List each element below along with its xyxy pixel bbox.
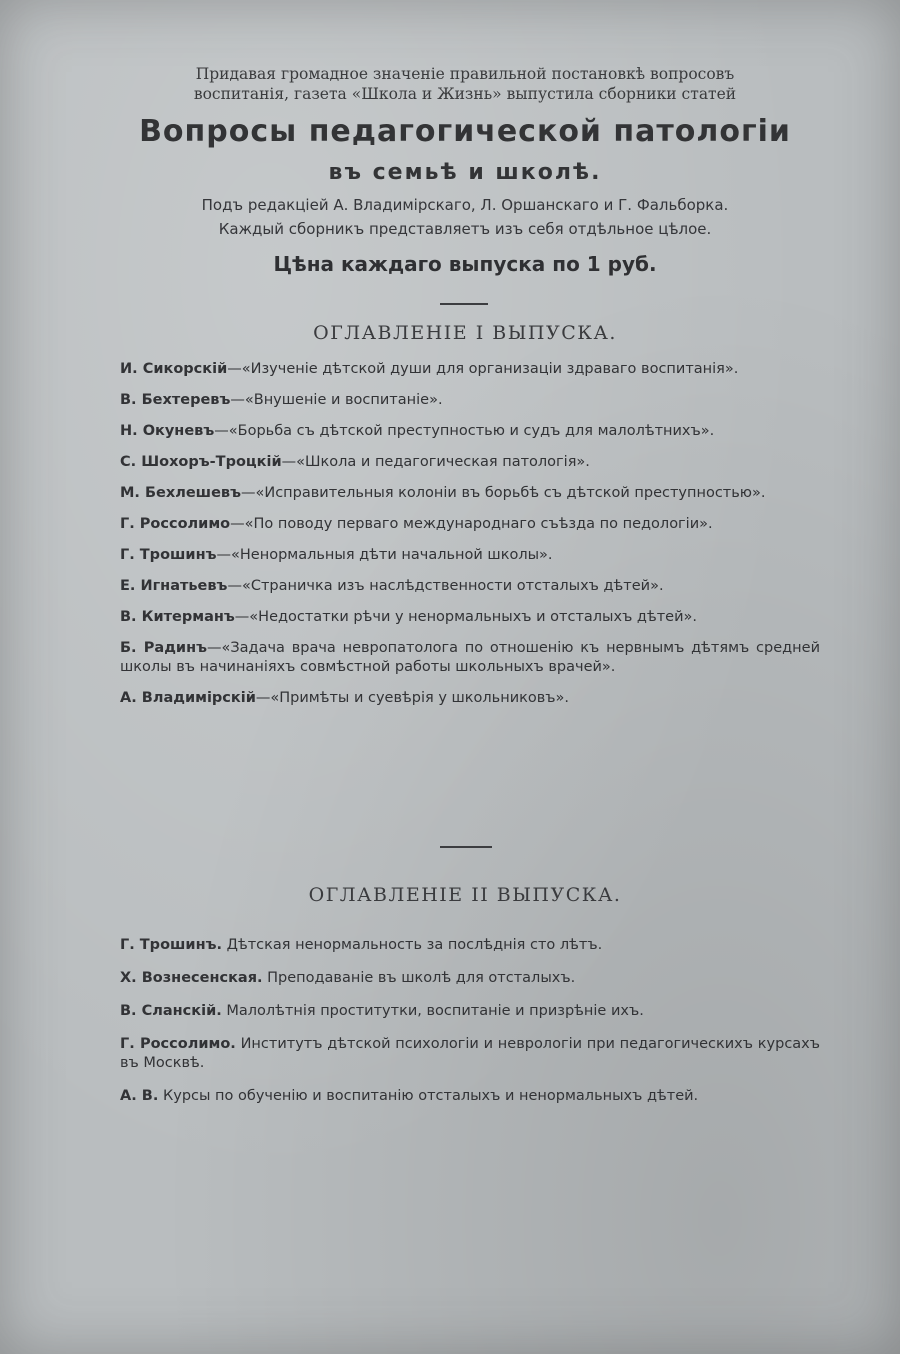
contents-entry xyxy=(120,360,820,379)
entry-author: А. В. xyxy=(120,1088,159,1104)
contents-entry xyxy=(120,422,820,441)
collection-note: Каждый сборникъ представляетъ изъ себя отдѣльное цѣлое. xyxy=(218,220,712,238)
contents-entry xyxy=(120,639,820,677)
intro-line: Придавая громадное значеніе правильной постановкѣ вопросовъ xyxy=(195,65,735,83)
contents-entry xyxy=(120,1035,820,1073)
editors-line: Подъ редакціей А. Владимірскаго, Л. Оршанскаго и Г. Фальборка. xyxy=(201,196,729,214)
entry-title: Малолѣтнія проститутки, воспитаніе и призрѣніе ихъ. xyxy=(221,1003,644,1019)
entry-title: —«Ненормальныя дѣти начальной школы». xyxy=(216,547,553,563)
price-line: Цѣна каждаго выпуска по 1 руб. xyxy=(273,252,657,276)
entry-author: Н. Окуневъ xyxy=(120,423,215,439)
entry-author: В. Сланскій. xyxy=(120,1003,222,1019)
entry-author: В. Бехтеревъ xyxy=(120,392,231,408)
contents-entry xyxy=(120,969,820,988)
entry-title: —«По поводу перваго международнаго съѣзда по педологіи». xyxy=(230,516,713,532)
entry-author: И. Сикорскій xyxy=(120,361,228,377)
contents-entry xyxy=(120,577,820,596)
contents-entry xyxy=(120,1002,820,1021)
entry-author: Г. Россолимо xyxy=(120,516,231,532)
entry-title: —«Страничка изъ наслѣдственности отсталыхъ дѣтей». xyxy=(227,578,664,594)
entry-author: М. Бехлешевъ xyxy=(120,485,241,501)
contents-entry xyxy=(120,391,820,410)
contents-entry xyxy=(120,484,820,503)
divider xyxy=(440,846,492,848)
entry-author: С. Шохоръ-Троцкій xyxy=(120,454,282,470)
entry-title: Курсы по обученію и воспитанію отсталыхъ и ненормальныхъ дѣтей. xyxy=(158,1088,699,1104)
entry-author: Б. Радинъ xyxy=(120,640,207,656)
contents-entry xyxy=(120,608,820,627)
intro-paragraph xyxy=(110,64,820,104)
entry-author: А. Владимірскій xyxy=(120,690,256,706)
entry-title: Институтъ дѣтской психологіи и неврологіи при педагогическихъ курсахъ въ Москвѣ. xyxy=(120,1036,820,1071)
entry-title: —«Внушеніе и воспитаніе». xyxy=(230,392,443,408)
contents-entry xyxy=(120,546,820,565)
contents-entry xyxy=(120,689,820,708)
entry-author: Е. Игнатьевъ xyxy=(120,578,228,594)
entry-author: В. Китерманъ xyxy=(120,609,235,625)
entry-author: Г. Россолимо. xyxy=(120,1036,236,1052)
contents-heading-issue-2: ОГЛАВЛЕНІЕ II ВЫПУСКА. xyxy=(308,884,622,906)
contents-entry xyxy=(120,453,820,472)
entry-title: —«Школа и педагогическая патологія». xyxy=(281,454,590,470)
divider xyxy=(440,303,488,305)
entry-title: —«Исправительныя колоніи въ борьбѣ съ дѣтской преступностью». xyxy=(240,485,766,501)
entry-title: —«Примѣты и суевѣрія у школьниковъ». xyxy=(255,690,570,706)
entry-title: —«Изученіе дѣтской души для организаціи здраваго воспитанія». xyxy=(227,361,739,377)
contents-heading-issue-1: ОГЛАВЛЕНІЕ I ВЫПУСКА. xyxy=(313,322,617,344)
book-subtitle: въ семьѣ и школѣ. xyxy=(328,160,602,185)
contents-list-issue-2 xyxy=(120,936,820,1120)
intro-line: воспитанія, газета «Школа и Жизнь» выпустила сборники статей xyxy=(193,85,737,103)
contents-entry xyxy=(120,515,820,534)
entry-title: —«Задача врача невропатолога по отношенію къ нервнымъ дѣтямъ средней школы въ начинаніяхъ совмѣстной работы школьныхъ врачей». xyxy=(120,640,820,675)
book-title: Вопросы педагогической патологіи xyxy=(139,114,791,149)
entry-author: Г. Трошинъ. xyxy=(120,937,223,953)
contents-entry xyxy=(120,1087,820,1106)
entry-title: —«Борьба съ дѣтской преступностью и судъ для малолѣтнихъ». xyxy=(214,423,715,439)
contents-list-issue-1 xyxy=(120,360,820,720)
entry-author: Г. Трошинъ xyxy=(120,547,217,563)
contents-entry xyxy=(120,936,820,955)
entry-title: —«Недостатки рѣчи у ненормальныхъ и отсталыхъ дѣтей». xyxy=(234,609,697,625)
entry-title: Преподаваніе въ школѣ для отсталыхъ. xyxy=(262,970,576,986)
entry-title: Дѣтская ненормальность за послѣднія сто лѣтъ. xyxy=(222,937,603,953)
entry-author: Х. Вознесенская. xyxy=(120,970,263,986)
